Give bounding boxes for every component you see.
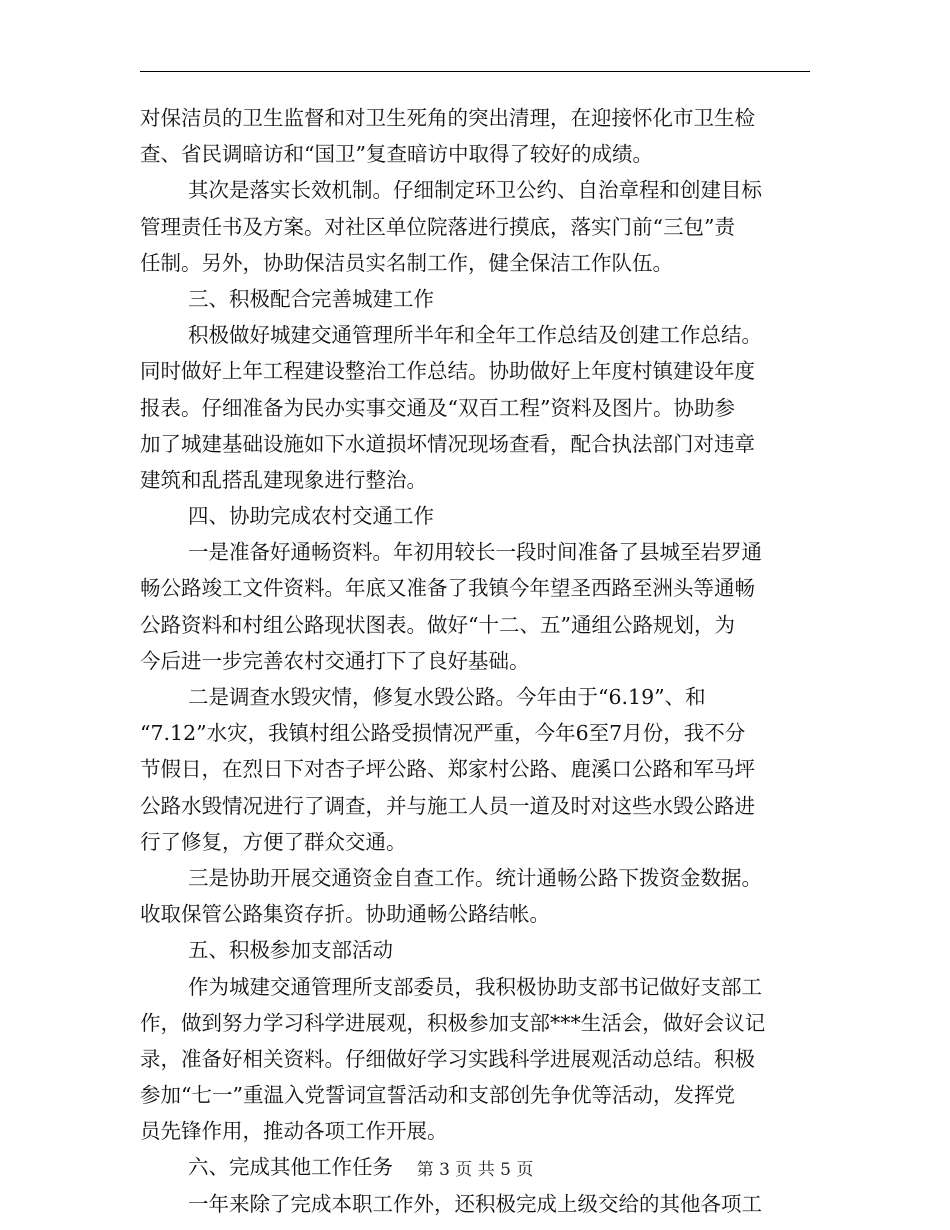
text-line: 畅公路竣工文件资料。年底又准备了我镇今年望圣西路至洲头等通畅	[140, 576, 755, 601]
text-line: 对保洁员的卫生监督和对卫生死角的突出清理，在迎接怀化市卫生检	[140, 106, 755, 130]
text-line: 公路水毁情况进行了调查，并与施工人员一道及时对这些水毁公路进	[140, 793, 755, 818]
text-line: 收取保管公路集资存折。协助通畅公路结帐。	[140, 902, 550, 927]
text-line: 参加“七一”重温入党誓词宣誓活动和支部创先争优等活动，发挥党	[140, 1083, 735, 1108]
text-line: 报表。仔细准备为民办实事交通及“双百工程”资料及图片。协助参	[140, 395, 735, 420]
text-line: 任制。另外，协助保洁员实名制工作，健全保洁工作队伍。	[140, 250, 673, 275]
text-line: 作，做到努力学习科学进展观，积极参加支部***生活会，做好会议记	[140, 1010, 766, 1035]
text-line: 节假日，在烈日下对杏子坪公路、郑家村公路、鹿溪口公路和军马坪	[140, 757, 755, 782]
text-line: 查、省民调暗访和“国卫”复查暗访中取得了较好的成绩。	[140, 142, 653, 167]
section-heading: 四、协助完成农村交通工作	[188, 504, 434, 529]
section-heading: 六、完成其他工作任务	[188, 1155, 393, 1180]
text-line: 三是协助开展交通资金自查工作。统计通畅公路下拨资金数据。	[188, 865, 762, 890]
text-line: “7.12”水灾，我镇村组公路受损情况严重，今年6至7月份，我不分	[140, 721, 746, 746]
text-line: 员先锋作用，推动各项工作开展。	[140, 1119, 448, 1144]
page-number-footer: 第 3 页 共 5 页	[416, 1160, 534, 1180]
text-line: 一年来除了完成本职工作外，还积极完成上级交给的其他各项工	[188, 1191, 762, 1216]
text-line: 积极做好城建交通管理所半年和全年工作总结及创建工作总结。	[188, 323, 762, 348]
text-line: 建筑和乱搭乱建现象进行整治。	[140, 467, 427, 492]
section-heading: 五、积极参加支部活动	[188, 938, 393, 963]
text-line: 录，准备好相关资料。仔细做好学习实践科学进展观活动总结。积极	[140, 1046, 755, 1071]
text-line: 一是准备好通畅资料。年初用较长一段时间准备了县城至岩罗通	[188, 540, 762, 565]
text-line: 二是调查水毁灾情，修复水毁公路。今年由于“6.19”、和	[188, 685, 706, 709]
text-line: 管理责任书及方案。对社区单位院落进行摸底，落实门前“三包”责	[140, 214, 735, 239]
text-line: 行了修复，方便了群众交通。	[140, 829, 407, 854]
text-line: 加了城建基础设施如下水道损坏情况现场查看，配合执法部门对违章	[140, 431, 755, 456]
text-line: 公路资料和村组公路现状图表。做好“十二、五”通组公路规划，为	[140, 612, 735, 637]
section-heading: 三、积极配合完善城建工作	[188, 286, 434, 311]
text-line: 同时做好上年工程建设整治工作总结。协助做好上年度村镇建设年度	[140, 359, 755, 384]
text-line: 其次是落实长效机制。仔细制定环卫公约、自治章程和创建目标	[188, 178, 762, 203]
document-body	[140, 100, 810, 1222]
header-rule	[140, 71, 810, 72]
text-line: 作为城建交通管理所支部委员，我积极协助支部书记做好支部工	[188, 974, 762, 999]
text-line: 今后进一步完善农村交通打下了良好基础。	[140, 648, 530, 673]
